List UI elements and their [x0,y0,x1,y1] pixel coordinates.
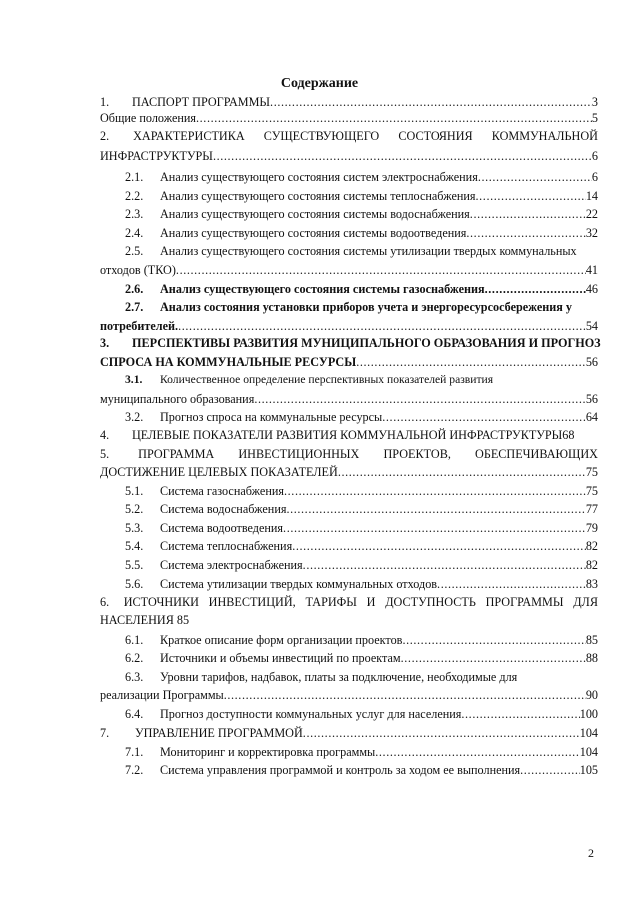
dot-leader [470,206,586,222]
dot-leader [520,762,580,778]
toc-entry[interactable]: ДОСТИЖЕНИЕ ЦЕЛЕВЫХ ПОКАЗАТЕЛЕЙ ..... 75 [100,464,598,480]
dot-leader [178,318,586,334]
toc-entry-wrapped-line[interactable]: 2. ХАРАКТЕРИСТИКА СУЩЕСТВУЮЩЕГО СОСТОЯНИЯ КОММУНАЛЬНОЙ [100,129,598,143]
toc-entry-wrapped-line[interactable]: 2.5. Анализ существующего состояния системы утилизации твердых коммунальных [125,244,577,258]
toc-entry-wrapped-line[interactable]: 6.3. Уровни тарифов, надбавок, платы за подключение, необходимые для [125,670,518,684]
dot-leader [254,391,585,407]
dot-leader [402,632,585,648]
dot-leader [401,650,586,666]
dot-leader [476,188,586,204]
toc-entry[interactable]: реализации Программы ..... 90 [100,687,598,703]
toc-entry[interactable]: 5.1. Система газоснабжения ..... 75 [125,483,598,499]
dot-leader [437,576,586,592]
dot-leader [485,281,586,297]
toc-entry[interactable]: 4. ЦЕЛЕВЫЕ ПОКАЗАТЕЛИ РАЗВИТИЯ КОММУНАЛЬНОЙ ИНФРАСТРУКТУРЫ68 [100,428,575,442]
dot-leader [292,538,586,554]
dot-leader [375,744,579,760]
toc-entry-wrapped-line[interactable]: 2.7. Анализ состояния установки приборов учета и энергоресурсосбережения у [125,300,573,314]
dot-leader [303,725,580,741]
toc-entry-wrapped-line[interactable]: 5. ПРОГРАММА ИНВЕСТИЦИОННЫХ ПРОЕКТОВ, ОБЕСПЕЧИВАЮЩИХ [100,447,598,461]
dot-leader [213,148,592,164]
toc-entry[interactable]: 7.1. Мониторинг и корректировка программы ..... 104 [125,744,598,760]
toc-entry[interactable]: 7.2. Система управления программой и контроль за ходом ее выполнения ..... 105 [125,762,598,778]
toc-entry[interactable]: НАСЕЛЕНИЯ 85 [100,613,190,627]
toc-entry[interactable]: 2.4. Анализ существующего состояния системы водоотведения ..... 32 [125,225,598,241]
dot-leader [270,94,592,110]
toc-entry[interactable]: 5.5. Система электроснабжения ..... 82 [125,557,598,573]
page-title: Содержание [280,76,359,91]
toc-entry[interactable]: потребителей. ..... 54 [100,318,598,334]
page-number: 2 [588,846,594,860]
toc-entry[interactable]: 6.2. Источники и объемы инвестиций по проектам ..... 88 [125,650,598,666]
dot-leader [176,262,586,278]
dot-leader [284,483,586,499]
toc-entry[interactable]: 6.4. Прогноз доступности коммунальных услуг для населения ..... 100 [125,706,598,722]
dot-leader [303,557,586,573]
dot-leader [224,687,586,703]
dot-leader [466,225,585,241]
dot-leader [461,706,579,722]
dot-leader [338,464,586,480]
toc-entry[interactable]: муниципального образования ..... 56 [100,391,598,407]
toc-entry-wrapped-line[interactable]: 6. ИСТОЧНИКИ ИНВЕСТИЦИЙ, ТАРИФЫ И ДОСТУПНОСТЬ ПРОГРАММЫ ДЛЯ [100,595,598,609]
toc-entry[interactable]: Общие положения ..... 5 [100,110,598,126]
toc-entry[interactable]: 5.3. Система водоотведения ..... 79 [125,520,598,536]
dot-leader [382,409,586,425]
toc-entry[interactable]: 2.3. Анализ существующего состояния системы водоснабжения ..... 22 [125,206,598,222]
toc-entry[interactable]: СПРОСА НА КОММУНАЛЬНЫЕ РЕСУРСЫ ..... 56 [100,354,598,370]
toc-entry[interactable]: 2.2. Анализ существующего состояния системы теплоснабжения ..... 14 [125,188,598,204]
toc-entry[interactable]: 3.2. Прогноз спроса на коммунальные ресурсы ..... 64 [125,409,598,425]
dot-leader [196,110,592,126]
toc-entry[interactable]: 5.2. Система водоснабжения ..... 77 [125,501,598,517]
toc-entry[interactable]: 5.4. Система теплоснабжения ..... 82 [125,538,598,554]
toc-entry[interactable]: 1. ПАСПОРТ ПРОГРАММЫ ..... 3 [100,94,598,110]
toc-entry-wrapped-line[interactable]: 3.1. Количественное определение перспективных показателей развития [125,373,494,386]
toc-entry[interactable]: 7. УПРАВЛЕНИЕ ПРОГРАММОЙ ..... 104 [100,725,598,741]
dot-leader [283,520,586,536]
toc-entry[interactable]: 2.6. Анализ существующего состояния системы газоснабжения ..... 46 [125,281,598,297]
toc-entry[interactable]: 6.1. Краткое описание форм организации проектов ..... 85 [125,632,598,648]
toc-entry[interactable]: 5.6. Система утилизации твердых коммунальных отходов ..... 83 [125,576,598,592]
dot-leader [356,354,586,370]
toc-entry[interactable]: 2.1. Анализ существующего состояния систем электроснабжения ..... 6 [125,169,598,185]
dot-leader [286,501,585,517]
toc-entry-wrapped-line[interactable]: 3. ПЕРСПЕКТИВЫ РАЗВИТИЯ МУНИЦИПАЛЬНОГО ОБРАЗОВАНИЯ И ПРОГНОЗ [100,336,601,350]
toc-entry[interactable]: ИНФРАСТРУКТУРЫ ..... 6 [100,148,598,164]
toc-entry[interactable]: отходов (ТКО) ..... 41 [100,262,598,278]
dot-leader [478,169,592,185]
